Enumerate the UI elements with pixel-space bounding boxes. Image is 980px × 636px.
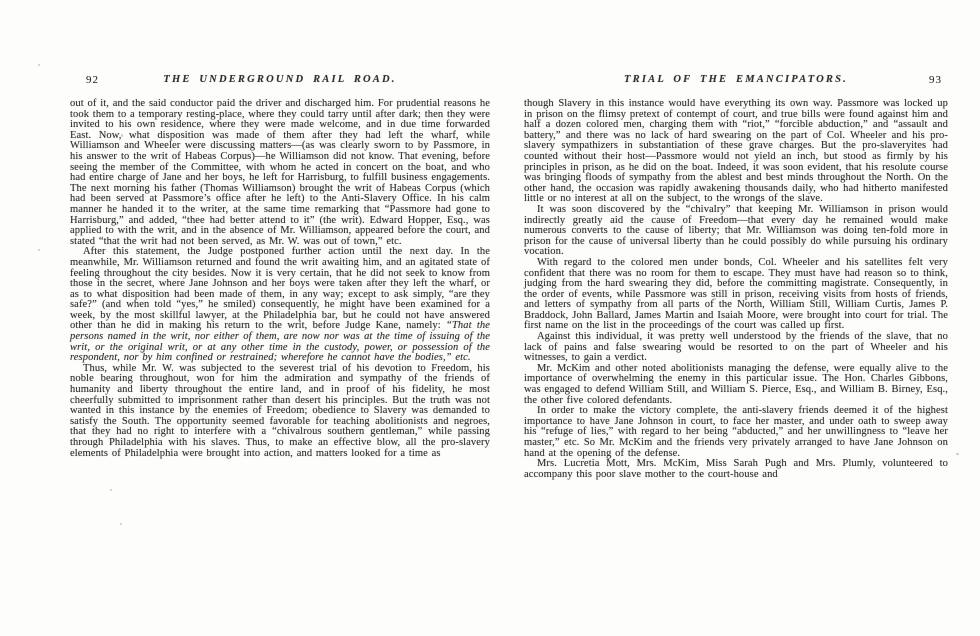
page-left (70, 74, 490, 459)
paragraph (70, 364, 490, 459)
paragraph (524, 258, 948, 332)
paragraph (524, 99, 948, 205)
text-segment: In order to make the victory complete, the anti-slavery friends deemed it of the highest importance to have Jane Johnson in court, to face her master, and under oath to sweep away his “refuge of lies,” with regard to her being “abducted,” and her unwillingness to “leave her master,” etc. So Mr. McKim and the friends very privately arranged to have Jane Johnson on hand at the opening of the defense. (524, 405, 948, 459)
text-segment: Against this individual, it was pretty well understood by the friends of the slave, that no lack of pains and false swearing would be resorted to on the part of Wheeler and his witnesses, to gain a verdict. (524, 331, 948, 364)
scan-speckle (956, 453, 959, 455)
text-segment: It was soon discovered by the “chivalry” that keeping Mr. Williamson in prison would indirectly greatly aid the cause of Freedom—that every day he remained would make numerous converts to the cause of liberty; that Mr. Williamson was doing ten-fold more in prison for the cause of universal liberty than he could possibly do while pursuing his ordinary vocation. (524, 203, 948, 258)
page-body-right (524, 99, 948, 480)
running-title-left: THE UNDERGROUND RAIL ROAD. (163, 74, 397, 85)
paragraph (524, 406, 948, 459)
paragraph (70, 99, 490, 247)
text-segment: out of it, and the said conductor paid the driver and discharged him. For prudential reasons he took them to a temporary resting-place, where they could tarry until after dark; then they were invited to his own residence, where they were made welcome, and in due time forwarded East. Now, what disposition was made of them after they had left the wharf, while Williamson and Wheeler were discussing matters—(as was clearly sworn to by Passmore, in his answer to the writ of Habeas Corpus)—he Williamson did not know. That evening, before seeing the member of the Committee, with whom he acted in concert on the boat, and who had entire charge of Jane and her boys, he left for Harrisburg, to fulfill business engagements. The next morning his father (Thomas Williamson) brought the writ of Habeas Corpus (which had been served at Passmore’s office after he left) to the Anti-Slavery Office. In his calm manner he handed it to the writer, at the same time remarking that “Passmore had gone to Harrisburg,” and added, “thee had better attend to it” (the writ). Edward Hopper, Esq., was applied to with the writ, and in the absence of Mr. Williamson, appeared before the court, and stated “that the writ had not been served, as Mr. W. was out of town,” etc. (70, 98, 490, 247)
text-segment: With regard to the colored men under bonds, Col. Wheeler and his satellites felt very confident that there was no room for them to escape. They must have had reason so to think, judging from the hard swearing they did, before the committing magistrate. Consequently, in the order of events, while Passmore was still in prison, receiving visits from hosts of friends, and letters of sympathy from all parts of the North, William Still, William Curtis, James P. Braddock, John Ballard, James Martin and Isaiah Moore, were brought into court for trial. The first name on the list in the proceedings of the court was called up first. (524, 256, 948, 332)
page-right (524, 74, 948, 480)
paragraph (524, 332, 948, 364)
text-segment: Mr. McKim and other noted abolitionists managing the defense, were equally alive to the importance of overwhelming the enemy in this particular issue. The Hon. Charles Gibbons, was engaged to defend William Still, and William S. Pierce, Esq., and William B. Birney, Esq., the other five colored defendants. (524, 362, 948, 406)
page-number-left: 92 (86, 74, 99, 86)
scan-speckle (38, 64, 40, 66)
page-number-right: 93 (929, 74, 942, 86)
paragraph (524, 205, 948, 258)
running-title-right: TRIAL OF THE EMANCIPATORS. (624, 74, 848, 85)
page-body-left (70, 99, 490, 459)
paragraph (524, 364, 948, 406)
text-segment: After this statement, the Judge postponed further action until the next day. In the meanwhile, Mr. Williamson returned and found the writ awaiting him, and an agitated state of feeling throughout the city besides. Now it is very certain, that he did not seek to know from those in the secret, where Jane Johnson and her boys were taken after they left the wharf, or as to what disposition had been made of them, in any way; except to ask simply, “are they safe?” (and when told “yes,” he smiled) consequently, he might have been examined for a week, by the most skillful lawyer, at the Philadelphia bar, but he could not have answered other than he did in making his return to the writ, before Judge Kane, namely: (70, 246, 490, 332)
scan-speckle (110, 489, 112, 491)
running-head-left (70, 74, 490, 90)
paragraph (70, 247, 490, 364)
scan-speckle (120, 523, 122, 525)
text-segment: though Slavery in this instance would have everything its own way. Passmore was locked up in prison on the flimsy pretext of contempt of court, and true bills were found against him and half a dozen colored men, charging them with “riot,” “forcible abduction,” and “assault and battery,” and there was no lack of hard swearing on the part of Col. Wheeler and his pro-slavery sympathizers in substantiation of these grave charges. But the pro-slaveryites had counted without their host—Passmore would not yield an inch, but stood as firmly by his principles in prison, as he did on the boat. Indeed, it was soon evident, that his resolute course was bringing floods of sympathy from the ablest and best minds throughout the North. On the other hand, the occasion was rapidly awakening thousands daily, who had hitherto manifested little or no interest at all on the subject, to the wrongs of the slave. (524, 98, 948, 205)
paragraph (524, 459, 948, 480)
scan-speckle (38, 249, 40, 251)
text-segment: Thus, while Mr. W. was subjected to the severest trial of his devotion to Freedom, his noble bearing throughout, won for him the admiration and sympathy of the friends of humanity and liberty throughout the entire land, and in proof of his fidelity, he most cheerfully submitted to imprisonment rather than desert his principles. But the truth was not wanted in this instance by the enemies of Freedom; obedience to Slavery was demanded to satisfy the South. The opportunity seemed favorable for teaching abolitionists and negroes, that they had no right to interfere with a “chivalrous southern gentleman,” while passing through Philadelphia with his slaves. Thus, to make an effective blow, all the pro-slavery elements of Philadelphia were brought into action, and matters looked for a time as (70, 362, 490, 459)
italic-text-segment: “That the persons named in the writ, nor either of them, are now nor was at the time of issuing of the writ, or the original writ, or at any other time in the custody, power, or possession of the respondent, nor by him confined or restrained; wherefore he cannot have the bodies,” etc. (70, 320, 491, 364)
scan-speckle (121, 134, 123, 137)
scan-speckle (713, 298, 716, 300)
text-segment: Mrs. Lucretia Mott, Mrs. McKim, Miss Sarah Pugh and Mrs. Plumly, volunteered to accompany this poor slave mother to the court-house and (524, 458, 948, 480)
running-head-right (524, 74, 948, 90)
